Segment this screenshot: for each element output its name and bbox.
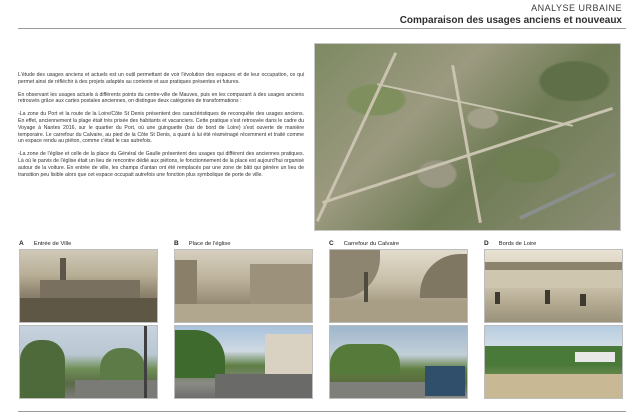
column-label-d: D Bords de Loire: [484, 240, 537, 247]
column-label-c: C Carrefour du Calvaire: [329, 240, 400, 247]
intro-text: [18, 72, 304, 184]
old-photo-place-eglise: [174, 249, 313, 323]
page-header: [400, 3, 622, 27]
old-photo-bords-de-loire: [484, 249, 623, 323]
intro-paragraph-3: -La zone du Port et la route de la Loire/Côte St Denis présentent des caractéristiques de reconquête des usages anciens. En effet, anciennement la plage était très prisée des habitants et vacanciers. Cette pratique s'est retrouvée dans le cadre du Voyage à Nantes 2016, sur le quartier du Port, où une guinguette (bar de bord de Loire) s'est ouverte de manière temporaire. Le carrefour du Calvaire, au pied de la Côte St Denis, a quant à lui été réaménagé récemment et traité comme un espace rendu au piéton, comme c'était le cas autrefois.: [18, 111, 304, 145]
current-photo-bords-de-loire: [484, 325, 623, 399]
page-title: Comparaison des usages anciens et nouveaux: [399, 15, 622, 26]
intro-paragraph-1: L'étude des usages anciens et actuels est un outil permettant de voir l'évolution des espaces et de leur occupation, ce qui permet ainsi de réfléchir à des projets adaptés au contexte et aux pratiques présentes et futures.: [18, 72, 304, 85]
intro-paragraph-4: -La zone de l'église et celle de la place du Général de Gaulle présentent des usages qui diffèrent des anciennes pratiques. Là où le parvis de l'église était un lieu de rencontre dédié aux piétons, le fonctionnement de la place est aujourd'hui organisé autour de la voiture. En entrée de ville, les champs d'antan ont été remplacés par une zone de bâti qui génère un lieu de transition peu lisible alors que cet espace occupait autrefois une fonction plus symbolique de porte de ville.: [18, 151, 304, 178]
intro-paragraph-2: En observant les usages actuels à différents points du centre-ville de Mauves, puis en les comparant à des usages anciens retrouvés grâce aux cartes postales anciennes, on distingue deux catégories de transformations :: [18, 91, 304, 105]
current-photo-carrefour-calvaire: [329, 325, 468, 399]
footer-divider: [18, 411, 626, 412]
current-photo-entree-de-ville: [19, 325, 158, 399]
section-title: ANALYSE URBAINE: [531, 3, 622, 13]
column-label-b: B Place de l'église: [174, 240, 231, 247]
old-photo-carrefour-calvaire: [329, 249, 468, 323]
header-divider: [18, 28, 626, 29]
aerial-map-image: [314, 43, 621, 231]
column-label-a: A Entrée de Ville: [19, 240, 72, 247]
old-photo-entree-de-ville: [19, 249, 158, 323]
current-photo-place-eglise: [174, 325, 313, 399]
